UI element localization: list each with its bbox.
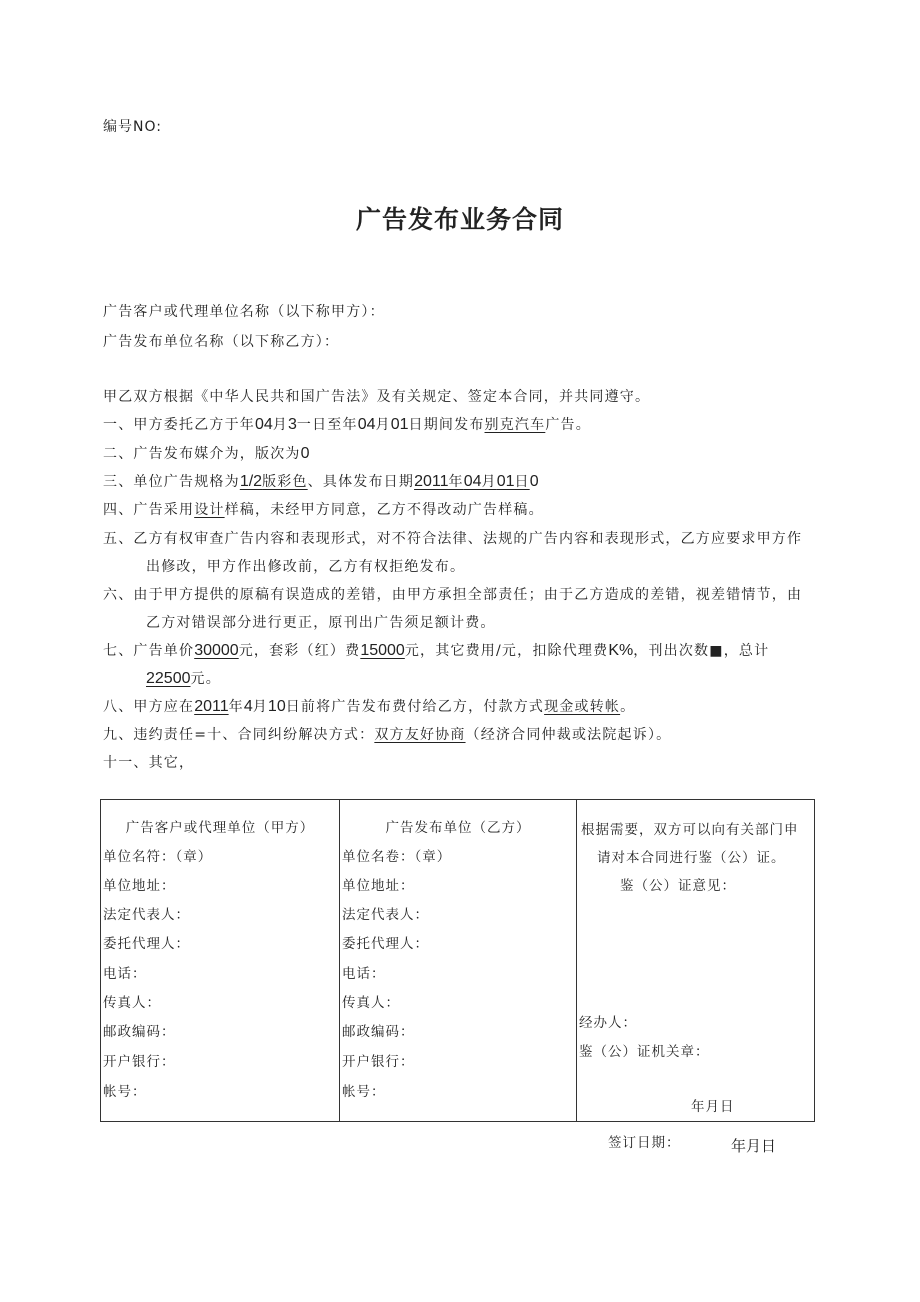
notary-opinion-label: 鉴（公）证意见：: [620, 878, 736, 894]
publisher-name-line: 广告发布单位名称（以下称乙方）：: [103, 334, 340, 350]
party-a-field: 开户银行：: [103, 1054, 176, 1070]
clause-7-text: ，总计: [723, 643, 770, 659]
clause-7-unit-price: 30000: [194, 642, 239, 659]
clause-1: [103, 414, 591, 434]
signature-table: [100, 799, 815, 1122]
clause-1-end-month: 04: [357, 416, 376, 433]
clause-7-color-fee: 15000: [360, 642, 405, 659]
party-a-field: 单位名符：（章）: [103, 849, 213, 865]
party-b-field: 开户银行：: [342, 1054, 415, 1070]
party-a-field: 传真人：: [103, 995, 161, 1011]
notary-seal-label: 鉴（公）证机关章：: [579, 1044, 710, 1060]
clause-7-text: ，刊出次数: [633, 643, 710, 659]
clause-7-total-amount: 22500: [146, 670, 191, 687]
clause-8-month: 4: [243, 698, 253, 715]
clause-1-text: 一、甲方委托乙方于年: [103, 417, 255, 433]
clause-9-text: 九、违约责任=十、合同纠纷解决方式：: [103, 727, 375, 743]
clause-4-text: 样稿，未经甲方同意，乙方不得改动广告样稿。: [224, 502, 544, 518]
clause-1-text: 月: [272, 417, 288, 433]
party-b-field: 电话：: [342, 966, 386, 982]
party-b-field: 单位名卷：（章）: [342, 849, 452, 865]
clause-1-text: 月: [375, 417, 391, 433]
clause-1-product: 别克汽车: [484, 417, 546, 433]
clause-4-design: 设计: [194, 502, 225, 518]
clause-8: [103, 696, 635, 716]
clause-8-text: 日前将广告发布费付给乙方，付款方式: [285, 699, 545, 715]
clause-7-text: 元，套彩（红）费: [238, 643, 361, 659]
clause-3-text: 、具体发布日期: [307, 474, 415, 490]
notary-cell: [577, 800, 815, 1122]
party-b-field: 帐号：: [342, 1084, 386, 1100]
signing-date-label: 签订日期：: [608, 1135, 681, 1151]
party-a-field: 帐号：: [103, 1084, 147, 1100]
clause-7-text: 元。: [190, 671, 221, 687]
party-a-header: 广告客户或代理单位（甲方）: [125, 820, 315, 836]
clause-7-count: ■: [709, 643, 724, 659]
notary-note-line-2: 请对本合同进行鉴（公）证。: [597, 850, 786, 866]
clause-7-text: 七、广告单价: [103, 643, 195, 659]
clause-7-total: [146, 668, 221, 688]
clause-2-text: 二、广告发布媒介为，版次为: [103, 446, 301, 462]
clause-9-text: （经济合同仲裁或法院起诉）。: [465, 727, 672, 743]
clause-1-start-month: 04: [255, 416, 273, 433]
clause-8-text: 八、甲方应在: [103, 699, 195, 715]
party-b-field: 委托代理人：: [342, 936, 429, 952]
clause-8-text: 年: [228, 699, 244, 715]
clause-8-day: 10: [267, 698, 286, 715]
signing-date-value: 年月日: [731, 1137, 777, 1155]
clause-3-tail: 0: [529, 473, 539, 490]
clause-7-agency-fee: K%: [608, 642, 634, 659]
clause-2-edition: 0: [300, 445, 310, 462]
clause-9-resolution: 双方友好协商: [374, 727, 466, 743]
party-b-field: 邮政编码：: [342, 1024, 415, 1040]
clause-6-line-1: 六、由于甲方提供的原稿有误造成的差错，由甲方承担全部责任；由于乙方造成的差错，视差错情节，由: [103, 587, 803, 603]
clause-1-text: 广告。: [545, 417, 591, 433]
clause-9: [103, 724, 671, 744]
party-b-field: 传真人：: [342, 995, 400, 1011]
clause-7: [103, 640, 769, 660]
preamble: 甲乙双方根据《中华人民共和国广告法》及有关规定、签定本合同，并共同遵守。: [103, 389, 651, 405]
clause-3-date: 2011年04月01日: [414, 473, 530, 490]
party-b-cell: [340, 800, 577, 1122]
party-b-field: 法定代表人：: [342, 907, 429, 923]
notary-note-line-1: 根据需要，双方可以向有关部门申: [581, 822, 799, 838]
party-a-cell: [101, 800, 340, 1122]
document-number: 编号NO:: [103, 119, 162, 135]
clause-2: [103, 443, 310, 463]
party-a-field: 委托代理人：: [103, 936, 190, 952]
party-a-field: 法定代表人：: [103, 907, 190, 923]
clause-6-line-2: 乙方对错误部分进行更正，原刊出广告须足额计费。: [146, 615, 496, 631]
clause-4-text: 四、广告采用: [103, 502, 195, 518]
party-b-field: 单位地址：: [342, 878, 415, 894]
clause-3: [103, 471, 539, 491]
clause-8-text: 。: [620, 699, 636, 715]
party-b-header: 广告发布单位（乙方）: [385, 820, 531, 836]
contract-title: 广告发布业务合同: [355, 205, 564, 234]
clause-7-text: 元，其它费用/元，扣除代理费: [404, 643, 609, 659]
clause-1-text: 一日至年: [296, 417, 358, 433]
clause-1-text: 日期间发布: [408, 417, 485, 433]
clause-8-payment-method: 现金或转帐: [544, 699, 621, 715]
clause-8-text: 月: [252, 699, 268, 715]
notary-handler-label: 经办人：: [579, 1015, 637, 1031]
clause-3-spec: 1/2版彩色: [239, 473, 308, 490]
notary-date-label: 年月日: [691, 1099, 735, 1115]
clause-4: [103, 499, 544, 519]
clause-5-line-2: 出修改，甲方作出修改前，乙方有权拒绝发布。: [146, 559, 466, 575]
party-a-field: 单位地址：: [103, 878, 176, 894]
clause-8-year: 2011: [194, 698, 229, 715]
clause-11: 十一、其它，: [103, 755, 195, 771]
clause-1-start-day: 3: [288, 416, 297, 433]
party-a-field: 电话：: [103, 966, 147, 982]
clause-3-text: 三、单位广告规格为: [103, 474, 240, 490]
clause-1-end-day: 01: [390, 416, 409, 433]
clause-5-line-1: 五、乙方有权审查广告内容和表现形式，对不符合法律、法规的广告内容和表现形式，乙方应要求甲方作: [103, 531, 803, 547]
client-name-line: 广告客户或代理单位名称（以下称甲方）：: [103, 304, 385, 320]
party-a-field: 邮政编码：: [103, 1024, 176, 1040]
